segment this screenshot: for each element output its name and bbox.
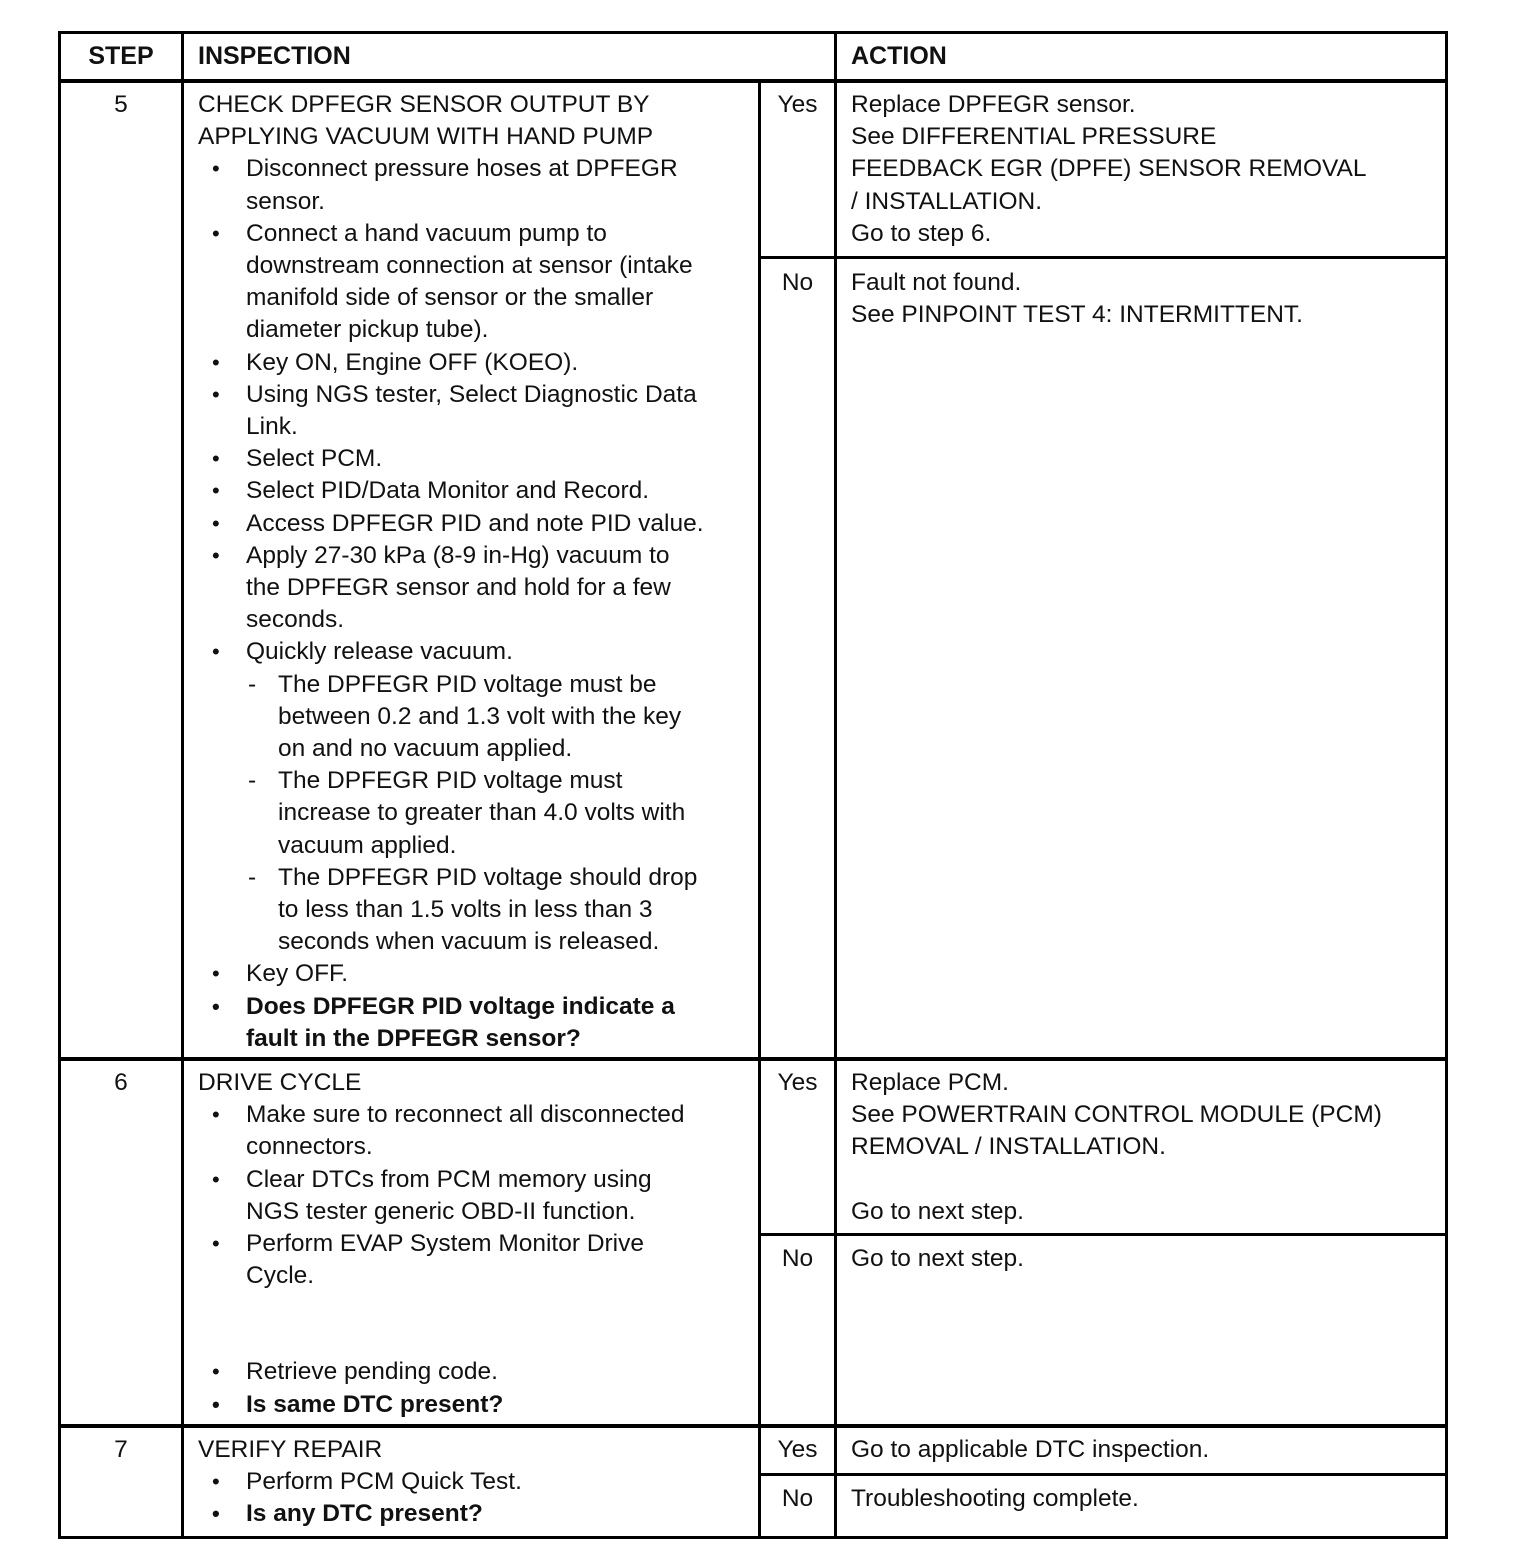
action-line: REMOVAL / INSTALLATION. xyxy=(851,1133,1166,1161)
bullet-line: connectors. xyxy=(246,1133,373,1161)
header-inspection: INSPECTION xyxy=(198,42,351,70)
inspection-bullet xyxy=(198,1466,758,1498)
no-label-step-5: No xyxy=(781,269,814,296)
sub-item-line: between 0.2 and 1.3 volt with the key xyxy=(278,702,682,730)
action-line: / INSTALLATION. xyxy=(851,187,1043,215)
header-action: ACTION xyxy=(851,42,947,70)
rule-top xyxy=(58,31,1448,34)
no-label-step-6: No xyxy=(781,1245,814,1272)
bullet-line: • Using NGS tester, Select Diagnostic Data xyxy=(246,380,697,408)
rule-left xyxy=(58,31,61,1539)
inspection-bullet xyxy=(198,218,758,347)
rule-action-divider xyxy=(834,31,837,1539)
inspection-bullet xyxy=(198,508,758,540)
inspection-bullet xyxy=(198,475,758,507)
action-line: Go to applicable DTC inspection. xyxy=(851,1436,1210,1463)
inspection-sub-item xyxy=(246,765,758,862)
inspection-bullet xyxy=(198,443,758,475)
bullet-line: • Retrieve pending code. xyxy=(246,1358,498,1386)
rule-bottom xyxy=(58,1536,1448,1539)
rule-step-divider xyxy=(181,31,184,1539)
action-line: Fault not found. xyxy=(851,269,1022,296)
sub-item-line: increase to greater than 4.0 volts with xyxy=(278,799,686,827)
inspection-title-line: VERIFY REPAIR xyxy=(198,1436,383,1463)
yes-label-step-6: Yes xyxy=(777,1069,818,1096)
action-line: Go to next step. xyxy=(851,1197,1024,1225)
no-label-step-7: No xyxy=(781,1485,814,1512)
inspection-bullet xyxy=(198,379,758,443)
bullet-line: the DPFEGR sensor and hold for a few xyxy=(246,574,671,602)
action-line: FEEDBACK EGR (DPFE) SENSOR REMOVAL xyxy=(851,155,1367,183)
sub-item-line: - The DPFEGR PID voltage should drop xyxy=(278,863,698,891)
bullet-line: fault in the DPFEGR sensor? xyxy=(246,1024,581,1052)
bullet-line: • Apply 27-30 kPa (8-9 in-Hg) vacuum to xyxy=(246,541,670,569)
rule-step7-yes-no xyxy=(761,1473,1448,1476)
bullet-line: • Is any DTC present? xyxy=(246,1500,483,1528)
inspection-bullet-list xyxy=(198,1099,758,1421)
step-number-5: 5 xyxy=(114,91,128,118)
bullet-line: • Connect a hand vacuum pump to xyxy=(246,219,607,247)
bullet-line: • Quickly release vacuum. xyxy=(246,638,513,666)
sub-item-line: on and no vacuum applied. xyxy=(278,735,573,763)
bullet-line: diameter pickup tube). xyxy=(246,316,489,344)
action-line: Go to step 6. xyxy=(851,219,992,247)
rule-yes-no-column xyxy=(758,81,761,1539)
inspection-step-6 xyxy=(198,1067,758,1421)
header-step: STEP xyxy=(88,42,154,70)
rule-step6-yes-no xyxy=(761,1233,1448,1236)
inspection-title-line: CHECK DPFEGR SENSOR OUTPUT BY xyxy=(198,91,650,118)
bullet-line: • Perform PCM Quick Test. xyxy=(246,1468,522,1496)
bullet-line: downstream connection at sensor (intake xyxy=(246,252,693,280)
sub-item-line: seconds when vacuum is released. xyxy=(278,928,660,956)
action-yes-step-6 xyxy=(851,1067,1445,1228)
bullet-line: • Disconnect pressure hoses at DPFEGR xyxy=(246,155,678,183)
action-line: Troubleshooting complete. xyxy=(851,1485,1139,1512)
action-yes-step-7 xyxy=(851,1434,1445,1466)
inspection-title xyxy=(198,1067,758,1099)
bullet-line: • Does DPFEGR PID voltage indicate a xyxy=(246,992,675,1020)
inspection-title-line: DRIVE CYCLE xyxy=(198,1069,362,1096)
bullet-line: Link. xyxy=(246,413,298,441)
step-number-6: 6 xyxy=(114,1069,128,1096)
bullet-line: • Perform EVAP System Monitor Drive xyxy=(246,1230,645,1258)
inspection-step-7 xyxy=(198,1434,758,1531)
action-line: See DIFFERENTIAL PRESSURE xyxy=(851,123,1217,151)
inspection-sub-item xyxy=(246,862,758,959)
bullet-line: • Key ON, Engine OFF (KOEO). xyxy=(246,348,579,376)
bullet-line: • Is same DTC present? xyxy=(246,1390,504,1418)
inspection-bullet-list xyxy=(198,153,758,1055)
inspection-sub-list xyxy=(246,669,758,959)
action-line: Replace PCM. xyxy=(851,1069,1009,1096)
inspection-bullet xyxy=(198,1099,758,1163)
action-line xyxy=(851,1164,1445,1196)
bullet-line: • Key OFF. xyxy=(246,960,349,988)
yes-label-step-5: Yes xyxy=(777,91,818,118)
inspection-sub-item xyxy=(246,669,758,766)
bullet-line: • Select PID/Data Monitor and Record. xyxy=(246,477,650,505)
inspection-bullet xyxy=(198,540,758,637)
bullet-line: sensor. xyxy=(246,187,325,215)
rule-header-bottom xyxy=(58,79,1448,83)
bullet-line: NGS tester generic OBD-II function. xyxy=(246,1197,636,1225)
action-no-step-7 xyxy=(851,1483,1445,1515)
inspection-bullet xyxy=(198,1356,758,1388)
inspection-step-5 xyxy=(198,89,758,1055)
action-line: See POWERTRAIN CONTROL MODULE (PCM) xyxy=(851,1101,1382,1129)
inspection-bullet xyxy=(198,347,758,379)
bullet-line: • Make sure to reconnect all disconnected xyxy=(246,1101,685,1129)
step-number-7: 7 xyxy=(114,1436,128,1463)
action-no-step-5 xyxy=(851,267,1445,331)
inspection-bullet xyxy=(198,153,758,217)
sub-item-line: vacuum applied. xyxy=(278,831,457,859)
bullet-line: manifold side of sensor or the smaller xyxy=(246,284,654,312)
rule-step5-bottom xyxy=(58,1057,1448,1061)
inspection-bullet xyxy=(198,1164,758,1228)
inspection-question xyxy=(198,1498,758,1530)
action-yes-step-5 xyxy=(851,89,1445,250)
bullet-line: • Select PCM. xyxy=(246,445,383,473)
action-no-step-6 xyxy=(851,1243,1445,1275)
diagnostic-table xyxy=(58,31,1448,1539)
inspection-question xyxy=(198,991,758,1055)
action-line: See PINPOINT TEST 4: INTERMITTENT. xyxy=(851,301,1303,329)
inspection-title-line: APPLYING VACUUM WITH HAND PUMP xyxy=(198,123,654,151)
rule-step6-bottom xyxy=(58,1424,1448,1428)
rule-right xyxy=(1445,31,1448,1539)
sub-item-line: - The DPFEGR PID voltage must be xyxy=(278,670,657,698)
inspection-bullet xyxy=(198,1228,758,1292)
bullet-line: Cycle. xyxy=(246,1262,315,1290)
bullet-line: • Clear DTCs from PCM memory using xyxy=(246,1165,652,1193)
inspection-bullet-list xyxy=(198,1466,758,1530)
inspection-title xyxy=(198,1434,758,1466)
yes-label-step-7: Yes xyxy=(777,1436,818,1463)
bullet-line: seconds. xyxy=(246,606,345,634)
inspection-question xyxy=(198,1389,758,1421)
inspection-bullet xyxy=(198,958,758,990)
action-line: Replace DPFEGR sensor. xyxy=(851,91,1136,118)
action-line: Go to next step. xyxy=(851,1245,1024,1272)
inspection-title xyxy=(198,89,758,153)
rule-step5-yes-no xyxy=(761,256,1448,259)
sub-item-line: to less than 1.5 volts in less than 3 xyxy=(278,896,653,924)
bullet-line: • Access DPFEGR PID and note PID value. xyxy=(246,509,704,537)
inspection-bullet xyxy=(198,636,758,958)
sub-item-line: - The DPFEGR PID voltage must xyxy=(278,767,623,795)
